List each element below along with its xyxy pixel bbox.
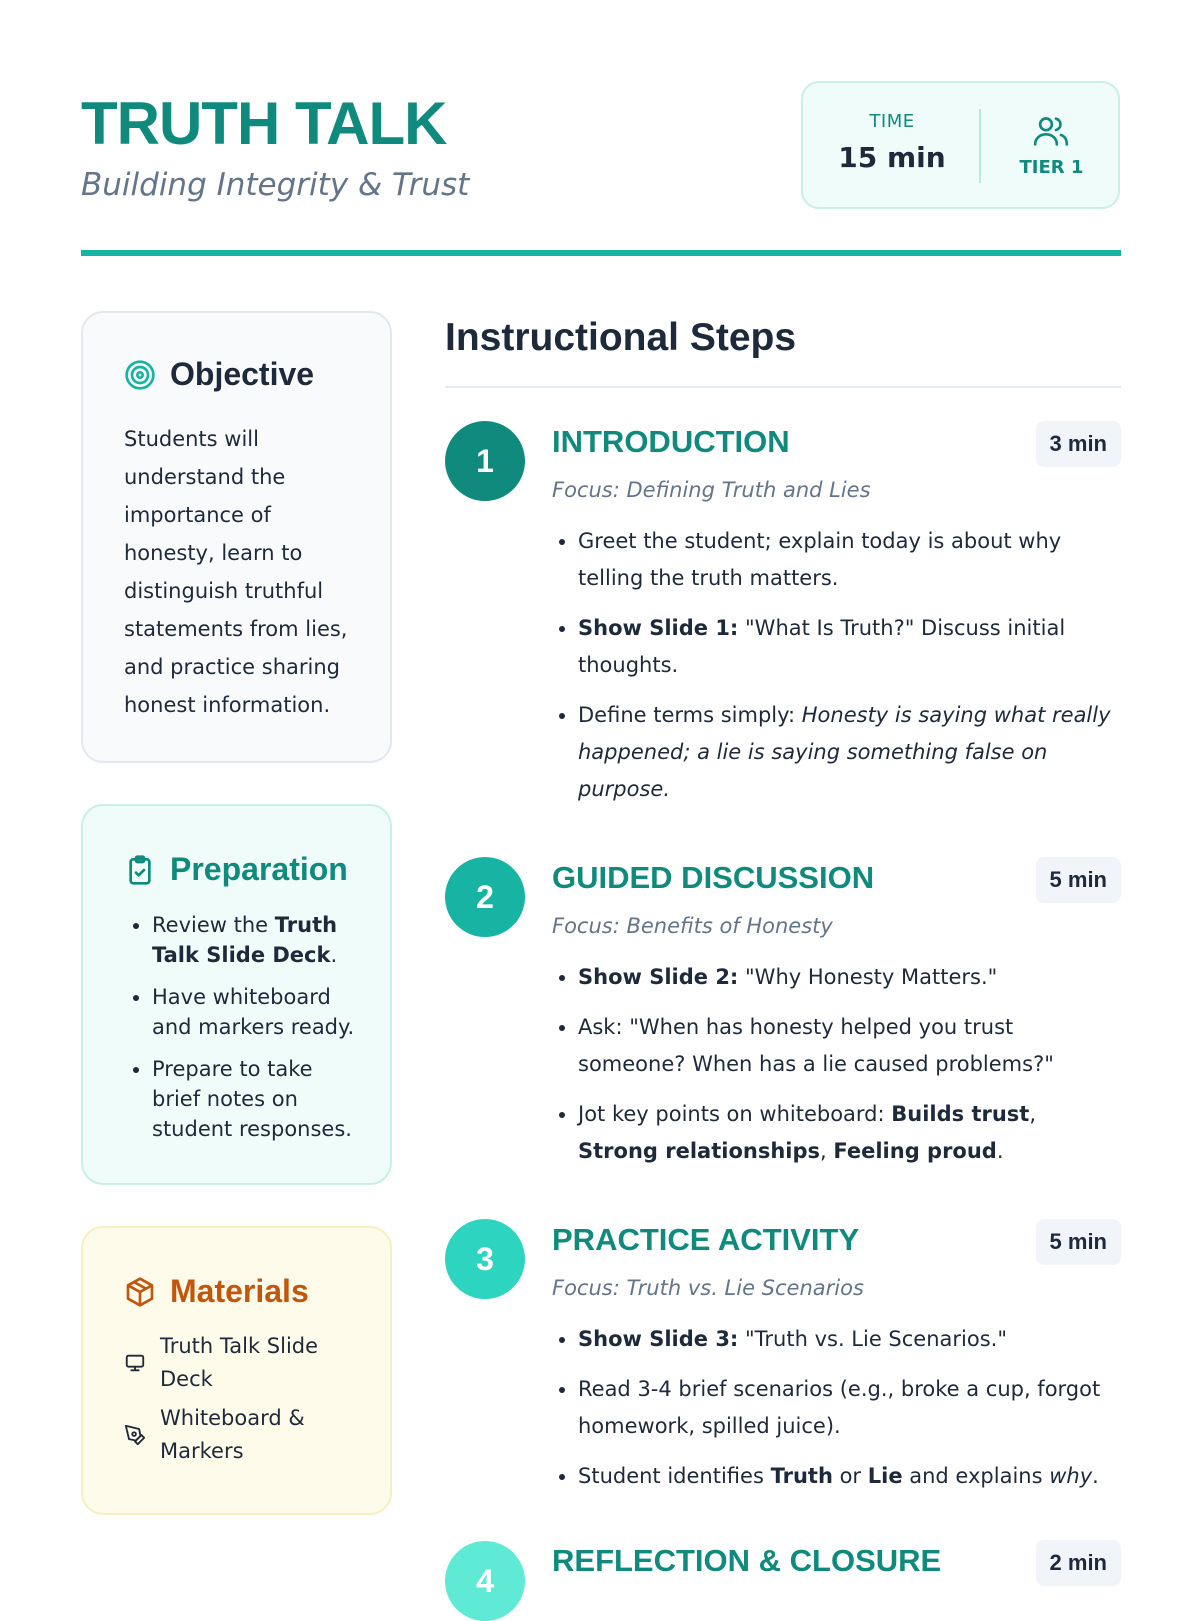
users-icon (1031, 111, 1071, 151)
list-item: • Define terms simply: Honesty is saying what really happened; a lie is saying something false on purpose. (578, 697, 1121, 808)
step-bullets (552, 1321, 1121, 1495)
step-bullets (552, 523, 1121, 808)
steps-divider (445, 386, 1121, 388)
list-item: • Show Slide 1: "What Is Truth?" Discuss initial thoughts. (578, 610, 1121, 684)
page-subtitle: Building Integrity & Trust (81, 167, 470, 203)
page-header (81, 90, 1121, 260)
time-label: TIME (869, 111, 915, 132)
step-bullets (552, 959, 1121, 1170)
list-item: • Show Slide 3: "Truth vs. Lie Scenarios." (578, 1321, 1121, 1358)
materials-card (81, 1226, 392, 1515)
step-duration-badge: 5 min (1036, 857, 1121, 903)
list-item: • Greet the student; explain today is about why telling the truth matters. (578, 523, 1121, 597)
header-divider (81, 250, 1121, 256)
objective-heading: Objective (170, 356, 315, 392)
step-focus: Focus: Truth vs. Lie Scenarios (552, 1276, 864, 1300)
step-title: PRACTICE ACTIVITY (552, 1222, 860, 1257)
objective-card (81, 311, 392, 763)
list-item: • Ask: "When has honesty helped you trust someone? When has a lie caused problems?" (578, 1009, 1121, 1083)
list-item: • Review the Truth Talk Slide Deck. (152, 910, 358, 970)
step-number-badge: 1 (445, 421, 525, 501)
step-title: REFLECTION & CLOSURE (552, 1543, 942, 1578)
step-number-badge: 4 (445, 1541, 525, 1621)
step-duration-badge: 5 min (1036, 1219, 1121, 1265)
step-duration-badge: 3 min (1036, 421, 1121, 467)
monitor-icon (124, 1352, 146, 1374)
list-item: • Have whiteboard and markers ready. (152, 982, 358, 1042)
target-icon (124, 359, 156, 391)
lesson-meta-box (801, 81, 1120, 209)
instructional-steps (445, 310, 1121, 1599)
step-number-badge: 2 (445, 857, 525, 937)
preparation-list (124, 910, 358, 1144)
list-item: • Student identifies Truth or Lie and explains why. (578, 1458, 1121, 1495)
preparation-heading: Preparation (170, 851, 348, 887)
preparation-card (81, 804, 392, 1185)
box-icon (124, 1276, 156, 1308)
materials-heading: Materials (170, 1273, 309, 1309)
page-title: TRUTH TALK (81, 90, 447, 157)
step-number-badge: 3 (445, 1219, 525, 1299)
list-item: • Prepare to take brief notes on student responses. (152, 1054, 358, 1144)
clipboard-check-icon (124, 854, 156, 886)
time-value: 15 min (838, 141, 946, 174)
list-item: Truth Talk Slide Deck (124, 1330, 358, 1396)
tier-label: TIER 1 (1019, 157, 1084, 178)
objective-text: Students will understand the importance of honesty, learn to distinguish truthful statements from lies, and practice sharing honest information. (124, 427, 348, 717)
materials-list (124, 1330, 358, 1468)
list-item: • Jot key points on whiteboard: Builds trust, Strong relationships, Feeling proud. (578, 1096, 1121, 1170)
step-duration-badge: 2 min (1036, 1540, 1121, 1586)
list-item: Whiteboard & Markers (124, 1402, 358, 1468)
pen-tool-icon (124, 1424, 146, 1446)
step-focus: Focus: Defining Truth and Lies (552, 478, 871, 502)
list-item: • Show Slide 2: "Why Honesty Matters." (578, 959, 1121, 996)
step-title: INTRODUCTION (552, 424, 790, 459)
step-focus: Focus: Benefits of Honesty (552, 914, 833, 938)
step-title: GUIDED DISCUSSION (552, 860, 875, 895)
list-item: • Read 3-4 brief scenarios (e.g., broke a cup, forgot homework, spilled juice). (578, 1371, 1121, 1445)
steps-heading: Instructional Steps (445, 316, 797, 359)
